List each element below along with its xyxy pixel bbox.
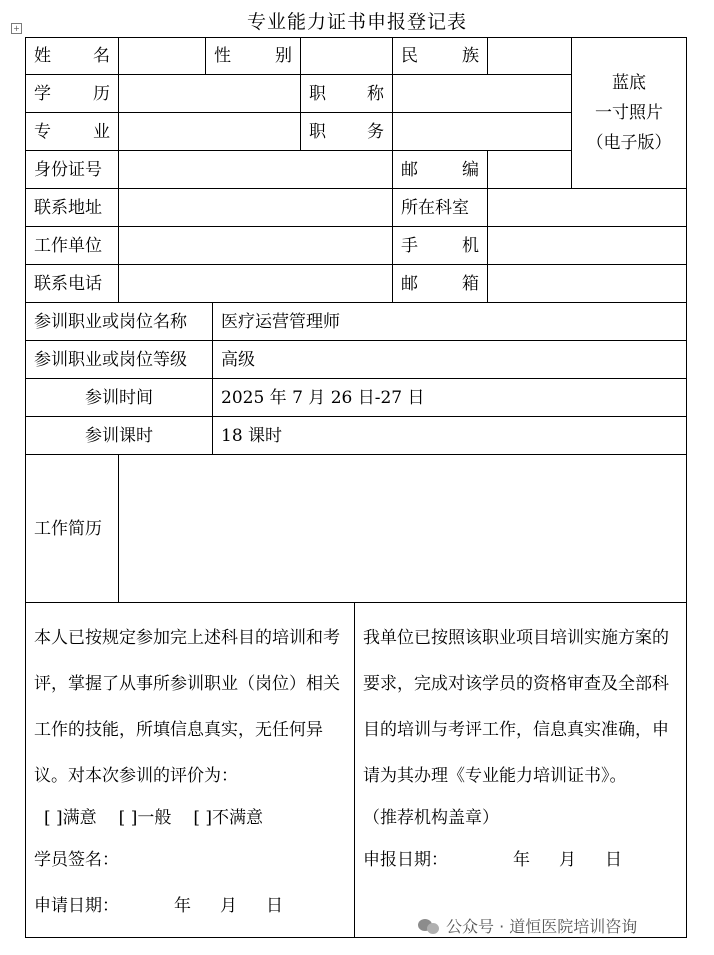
table-move-handle-icon[interactable]: + bbox=[11, 23, 22, 34]
applicant-declaration bbox=[25, 602, 355, 938]
date-unit: 日 bbox=[266, 896, 283, 916]
label-level-text: 参训职业或岗位等级 bbox=[34, 349, 187, 370]
value-occupation-text: 医疗运营管理师 bbox=[221, 311, 340, 332]
institution-declaration bbox=[354, 602, 687, 938]
date-unit: 月 bbox=[220, 896, 237, 916]
label-training-hours-text: 参训课时 bbox=[85, 425, 153, 446]
date-unit: 日 bbox=[605, 850, 622, 870]
institution-seal: （推荐机构盖章） bbox=[363, 808, 499, 828]
label-department-text: 所在科室 bbox=[401, 197, 469, 218]
input-position[interactable] bbox=[392, 112, 572, 151]
label-ethnicity bbox=[392, 37, 488, 75]
value-occupation[interactable] bbox=[212, 302, 687, 341]
label-postcode-text: 邮 编 bbox=[401, 159, 479, 180]
input-education[interactable] bbox=[118, 74, 301, 113]
label-training-hours bbox=[25, 416, 213, 455]
wechat-icon bbox=[418, 917, 440, 935]
label-major bbox=[25, 112, 119, 151]
date-unit: 年 bbox=[174, 896, 191, 916]
photo-caption: 蓝底 bbox=[612, 73, 646, 93]
watermark-text: 公众号 · 道恒医院培训咨询 bbox=[446, 917, 638, 936]
rating-options bbox=[34, 799, 346, 837]
date-label: 申请日期： bbox=[34, 896, 119, 916]
value-training-hours-text: 18 课时 bbox=[221, 425, 283, 446]
input-employer[interactable] bbox=[118, 226, 393, 265]
label-occupation-text: 参训职业或岗位名称 bbox=[34, 311, 187, 332]
institution-text: 我单位已按照该职业项目培训实施方案的要求，完成对该学员的资格审查及全部科目的培训与考评工作，信息真实准确，申请为其办理《专业能力培训证书》。 bbox=[363, 628, 669, 786]
rating-option-checkbox[interactable]: [ ]不满意 bbox=[193, 808, 264, 828]
input-resume[interactable] bbox=[118, 454, 687, 603]
photo-caption: 一寸照片 bbox=[595, 103, 663, 123]
label-occupation bbox=[25, 302, 213, 341]
label-employer-text: 工作单位 bbox=[34, 235, 102, 256]
date-unit: 年 bbox=[513, 850, 530, 870]
applicant-signature[interactable]: 学员签名： bbox=[34, 850, 119, 870]
label-training-time bbox=[25, 378, 213, 417]
label-title-rank-text: 职 称 bbox=[309, 83, 384, 104]
label-mobile-text: 手 机 bbox=[401, 235, 479, 256]
label-level bbox=[25, 340, 213, 379]
label-mobile bbox=[392, 226, 488, 265]
input-email[interactable] bbox=[487, 264, 687, 303]
label-gender-text: 性 别 bbox=[214, 46, 292, 66]
input-department[interactable] bbox=[487, 188, 687, 227]
label-employer bbox=[25, 226, 119, 265]
label-gender bbox=[205, 37, 301, 75]
input-gender[interactable] bbox=[300, 37, 393, 75]
label-email bbox=[392, 264, 488, 303]
declaration-text: 本人已按规定参加完上述科目的培训和考评，掌握了从事所参训职业（岗位）相关工作的技能，所填信息真实，无任何异议。对本次参训的评价为： bbox=[34, 628, 340, 786]
rating-option-checkbox[interactable]: [ ]一般 bbox=[118, 808, 172, 828]
label-title-rank bbox=[300, 74, 393, 113]
date-label: 申报日期： bbox=[363, 850, 448, 870]
input-phone[interactable] bbox=[118, 264, 393, 303]
input-name[interactable] bbox=[118, 37, 206, 75]
submission-date[interactable] bbox=[363, 837, 678, 883]
input-mobile[interactable] bbox=[487, 226, 687, 265]
label-training-time-text: 参训时间 bbox=[85, 387, 153, 408]
label-education-text: 学 历 bbox=[34, 83, 110, 104]
application-date[interactable] bbox=[34, 883, 346, 929]
label-postcode bbox=[392, 150, 488, 189]
photo-box[interactable] bbox=[571, 37, 687, 189]
label-phone bbox=[25, 264, 119, 303]
label-ethnicity-text: 民 族 bbox=[401, 46, 479, 66]
label-education bbox=[25, 74, 119, 113]
label-major-text: 专 业 bbox=[34, 121, 110, 142]
label-position-text: 职 务 bbox=[309, 121, 384, 142]
input-ethnicity[interactable] bbox=[487, 37, 572, 75]
value-training-time-text: 2025 年 7 月 26 日-27 日 bbox=[221, 387, 425, 408]
input-address[interactable] bbox=[118, 188, 393, 227]
label-department bbox=[392, 188, 488, 227]
label-name-text: 姓 名 bbox=[34, 46, 110, 66]
form-title: 专业能力证书申报登记表 bbox=[246, 11, 467, 33]
label-name bbox=[25, 37, 119, 75]
photo-caption: （电子版） bbox=[586, 133, 672, 153]
value-level[interactable] bbox=[212, 340, 687, 379]
rating-option-checkbox[interactable]: [ ]满意 bbox=[44, 808, 97, 828]
input-id-number[interactable] bbox=[118, 150, 393, 189]
value-level-text: 高级 bbox=[221, 349, 255, 370]
label-email-text: 邮 箱 bbox=[401, 273, 479, 294]
value-training-time[interactable] bbox=[212, 378, 687, 417]
label-position bbox=[300, 112, 393, 151]
input-major[interactable] bbox=[118, 112, 301, 151]
label-resume bbox=[25, 454, 119, 603]
label-id-number-text: 身份证号 bbox=[34, 159, 102, 180]
date-unit: 月 bbox=[559, 850, 576, 870]
watermark bbox=[418, 914, 637, 937]
input-postcode[interactable] bbox=[487, 150, 572, 189]
value-training-hours[interactable] bbox=[212, 416, 687, 455]
input-title-rank[interactable] bbox=[392, 74, 572, 113]
label-address bbox=[25, 188, 119, 227]
label-phone-text: 联系电话 bbox=[34, 273, 102, 294]
label-resume-text: 工作简历 bbox=[34, 518, 102, 539]
label-address-text: 联系地址 bbox=[34, 197, 102, 218]
label-id-number bbox=[25, 150, 119, 189]
